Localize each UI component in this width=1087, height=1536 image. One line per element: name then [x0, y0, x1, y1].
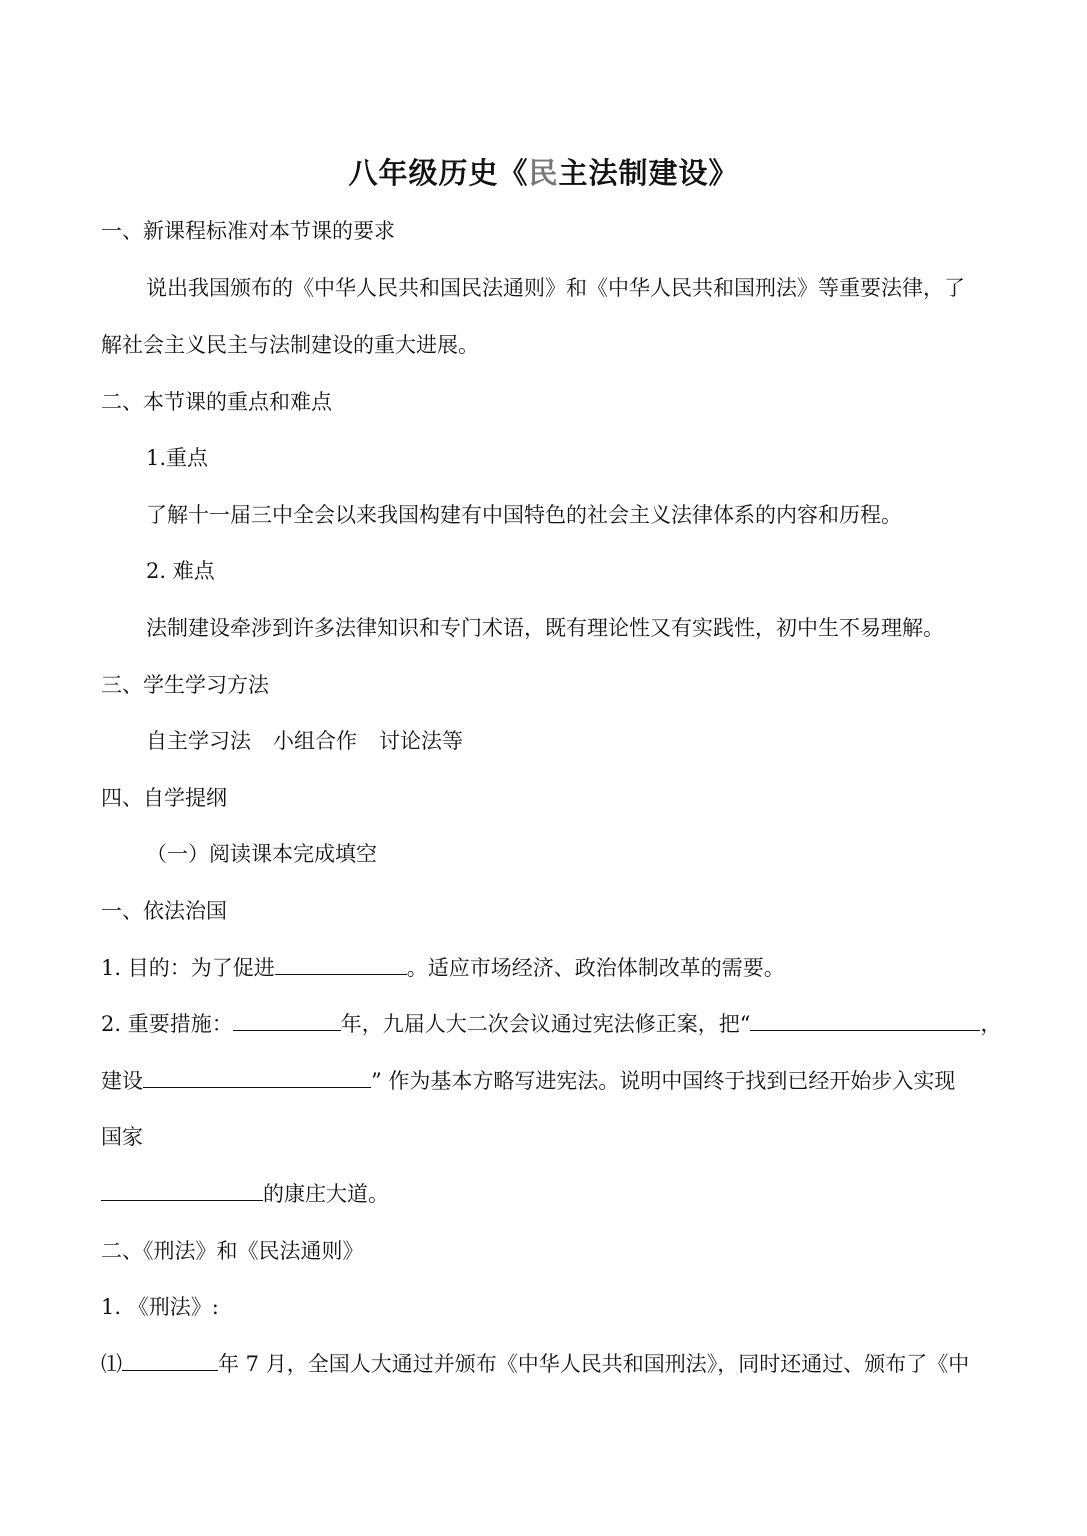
item-marker: ⑴ — [101, 1352, 122, 1376]
question-2-end: ， — [980, 1012, 1002, 1036]
section-4-heading: 四、自学提纲 — [101, 786, 227, 810]
question-2-line-2-suffix: ” 作为基本方略写进宪法。说明中国终于找到已经开始步入实现 — [371, 1069, 956, 1093]
rule-of-law-heading: 一、依法治国 — [101, 899, 227, 923]
fill-blank[interactable] — [101, 1180, 263, 1201]
method-self-study: 自主学习法 — [146, 729, 251, 753]
question-1 — [101, 954, 785, 982]
key-point-text: 了解十一届三中全会以来我国构建有中国特色的社会主义法律体系的内容和历程。 — [146, 503, 902, 527]
title-part2: 主法制建设》 — [558, 156, 739, 190]
criminal-law-item-1 — [101, 1350, 969, 1378]
title-accent-char: 民 — [528, 156, 559, 190]
method-discussion: 讨论法等 — [379, 729, 463, 753]
section-1-paragraph-line-1: 说出我国颁布的《中华人民共和国民法通则》和《中华人民共和国刑法》等重要法律，了 — [146, 276, 965, 300]
key-point-label: 1.重点 — [146, 446, 209, 470]
question-2-line-3: 国家 — [101, 1125, 143, 1149]
question-2-line-4-suffix: 的康庄大道。 — [263, 1182, 389, 1206]
question-2-line-2 — [101, 1067, 955, 1095]
fill-blank[interactable] — [143, 1067, 371, 1088]
question-2-line-2-prefix: 建设 — [101, 1069, 143, 1093]
question-1-suffix: 。适应市场经济、政治体制改革的需要。 — [406, 956, 785, 980]
difficulty-text: 法制建设牵涉到许多法律知识和专门术语，既有理论性又有实践性，初中生不易理解。 — [146, 616, 944, 640]
fill-blank[interactable] — [233, 1010, 341, 1031]
section-1-heading: 一、新课程标准对本节课的要求 — [101, 219, 395, 243]
difficulty-label: 2. 难点 — [146, 559, 215, 583]
study-methods — [146, 727, 463, 755]
section-1-paragraph-line-2: 解社会主义民主与法制建设的重大进展。 — [101, 333, 479, 357]
section-4-subheading: （一）阅读课本完成填空 — [146, 842, 377, 866]
criminal-law-item-1-text: 年 7 月，全国人大通过并颁布《中华人民共和国刑法》，同时还通过、颁布了《中 — [218, 1352, 970, 1376]
laws-heading: 二、《刑法》和《民法通则》 — [101, 1239, 364, 1263]
section-2-heading: 二、本节课的重点和难点 — [101, 390, 332, 414]
title-part1: 八年级历史《 — [348, 156, 529, 190]
page-title — [0, 156, 1087, 190]
section-3-heading: 三、学生学习方法 — [101, 673, 269, 697]
question-1-prefix: 1. 目的：为了促进 — [101, 956, 275, 980]
fill-blank[interactable] — [275, 954, 407, 975]
question-2-prefix: 2. 重要措施： — [101, 1012, 233, 1036]
fill-blank[interactable] — [750, 1010, 980, 1031]
criminal-law-label: 1. 《刑法》: — [101, 1295, 219, 1319]
question-2-middle: 年，九届人大二次会议通过宪法修正案，把“ — [340, 1012, 751, 1036]
method-group-work: 小组合作 — [273, 729, 357, 753]
question-2-line-1 — [101, 1010, 1001, 1038]
fill-blank[interactable] — [122, 1350, 218, 1371]
question-2-line-4 — [101, 1180, 389, 1208]
